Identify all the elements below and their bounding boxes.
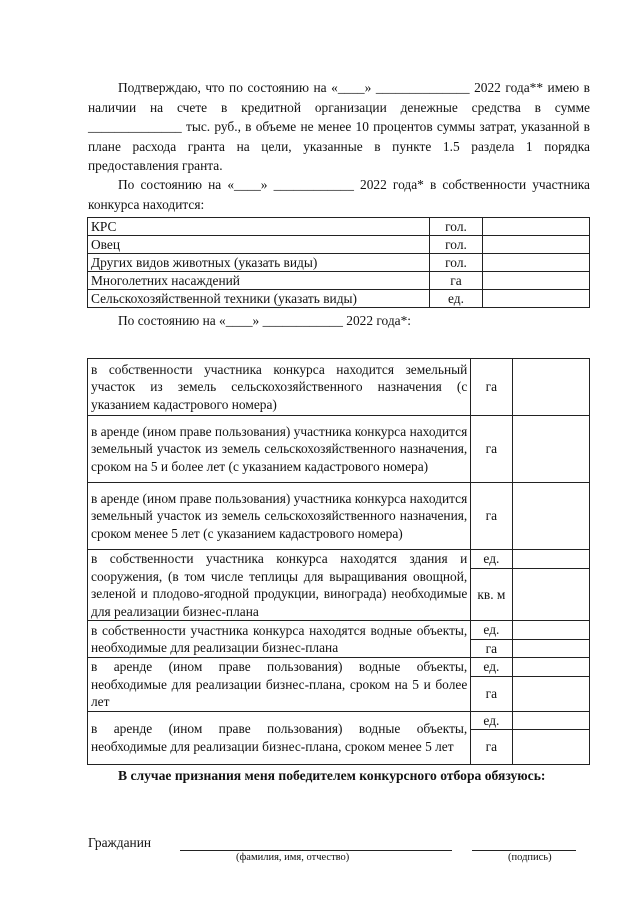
asset-label: Многолетних насаждений [88,272,430,290]
land-property-table [87,358,590,765]
signature-caption: (подпись) [508,852,552,863]
signature-line[interactable] [472,850,576,851]
table-row [88,218,590,236]
land-row-value-cell[interactable] [512,730,589,765]
commitment-heading: В случае признания меня победителем конкурсного отбора обязуюсь: [118,768,546,783]
land-row-description: в аренде (ином праве пользования) участника конкурса находится земельный участок из земель сельскохозяйственного назначения, сроком на 5 и более лет (с указанием кадастрового номера) [88,416,471,483]
asset-value-cell[interactable] [483,218,590,236]
land-row-value-cell[interactable] [512,416,589,483]
land-row-unit: кв. м [471,568,512,620]
asset-label: Овец [88,236,430,254]
land-row-unit: га [471,359,512,416]
asset-label: Других видов животных (указать виды) [88,254,430,272]
table-row [88,416,590,483]
asset-unit: гол. [430,218,483,236]
table-row [88,359,590,416]
land-row-description: в аренде (ином праве пользования) водные объекты, необходимые для реализации бизнес-плана, сроком менее 5 лет [88,711,471,765]
land-row-description: в аренде (ином праве пользования) водные объекты, необходимые для реализации бизнес-плана, сроком на 5 и более лет [88,658,471,712]
asset-unit: ед. [430,290,483,308]
table-row [88,550,590,569]
table-row [88,272,590,290]
asset-value-cell[interactable] [483,290,590,308]
land-row-value-cell[interactable] [512,658,589,677]
land-row-unit: ед. [471,621,512,640]
land-row-description: в собственности участника конкурса находятся водные объекты, необходимые для реализации бизнес-плана [88,621,471,658]
table-row [88,621,590,640]
asset-unit: га [430,272,483,290]
land-row-value-cell[interactable] [512,483,589,550]
land-row-unit: ед. [471,658,512,677]
asset-value-cell[interactable] [483,236,590,254]
land-row-unit: ед. [471,550,512,569]
land-row-value-cell[interactable] [512,568,589,620]
land-row-value-cell[interactable] [512,711,589,730]
land-row-value-cell[interactable] [512,639,589,658]
land-row-value-cell[interactable] [512,676,589,711]
land-row-description: в аренде (ином праве пользования) участника конкурса находится земельный участок из земель сельскохозяйственного назначения, сроком менее 5 лет (с указанием кадастрового номера) [88,483,471,550]
land-row-value-cell[interactable] [512,550,589,569]
land-row-unit: ед. [471,711,512,730]
table-row [88,254,590,272]
asset-value-cell[interactable] [483,272,590,290]
asset-unit: гол. [430,254,483,272]
land-row-unit: га [471,483,512,550]
table-row [88,290,590,308]
table-row [88,483,590,550]
signatory-label: Гражданин [88,835,152,850]
full-name-line[interactable] [180,850,452,851]
asset-value-cell[interactable] [483,254,590,272]
assets-table [87,217,590,308]
table-row [88,236,590,254]
land-row-description: в собственности участника конкурса находятся здания и сооружения, (в том числе теплицы для выращивания овощной, зеленой и плодово-ягодной продукции, винограда) необходимые для реализации бизнес-плана [88,550,471,621]
asset-label: КРС [88,218,430,236]
table-row [88,658,590,677]
ownership-paragraph: По состоянию на «____» ____________ 2022 года* в собственности участника конкурса находится: [88,177,590,212]
asset-unit: гол. [430,236,483,254]
asset-label: Сельскохозяйственной техники (указать виды) [88,290,430,308]
land-row-unit: га [471,639,512,658]
land-row-description: в собственности участника конкурса находится земельный участок из земель сельскохозяйственного назначения (с указанием кадастрового номера) [88,359,471,416]
land-row-value-cell[interactable] [512,359,589,416]
land-row-unit: га [471,730,512,765]
state-date-line: По состоянию на «____» ____________ 2022 года*: [118,313,412,328]
land-row-value-cell[interactable] [512,621,589,640]
full-name-caption: (фамилия, имя, отчество) [236,852,350,863]
funds-confirmation-paragraph: Подтверждаю, что по состоянию на «____» ______________ 2022 года** имею в наличии на счете в кредитной организации денежные средства в сумме ______________ тыс. руб., в объеме не менее 10 процентов суммы затрат, указанной в плане расхода гранта на цели, указанные в пункте 1.5 раздела 1 порядка предоставления гранта. [88,80,590,173]
land-row-unit: га [471,676,512,711]
land-row-unit: га [471,416,512,483]
table-row [88,711,590,730]
